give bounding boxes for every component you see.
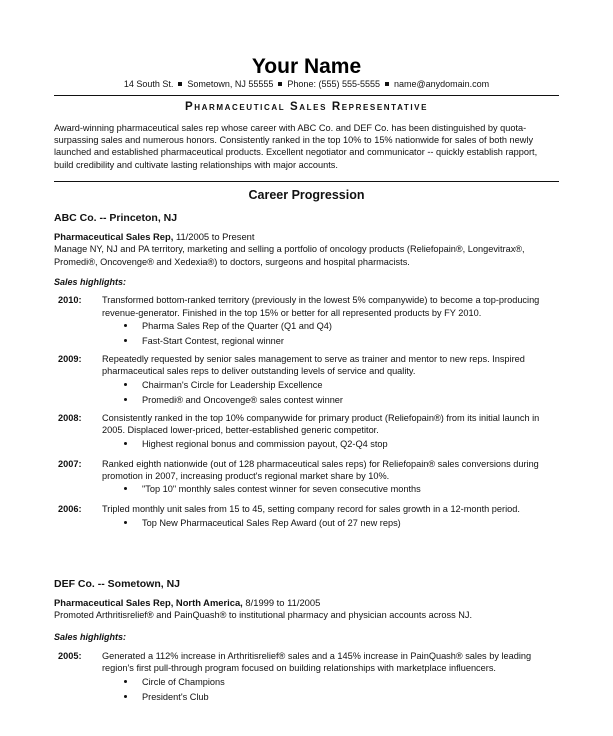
bullet-icon: [124, 442, 127, 445]
awards-list: [54, 319, 564, 349]
company-name: ABC Co. -- Princeton, NJ: [54, 212, 178, 224]
awards-list: [54, 482, 564, 497]
role-title: Pharmaceutical Sales Rep, North America,: [54, 597, 243, 608]
job-entry-abc: [54, 211, 564, 531]
award-item: Pharma Sales Rep of the Quarter (Q1 and Q4): [54, 319, 564, 334]
resume-name: Your Name: [251, 55, 362, 78]
professional-summary: Award-winning pharmaceutical sales rep whose career with ABC Co. and DEF Co. has been distinguished by quota-surpassing sales and numerous honors. Consistently ranked in the top 10% to 15% nationwide for sales of both newly launched and established pharmaceutical products. Excellent negotiator and communicator -- quickly establish rapport, build credibility and cultivate lasting relationships with major accounts.: [54, 123, 538, 170]
contact-street: 14 South St.: [123, 79, 174, 89]
year-label: 2006:: [58, 504, 82, 515]
role-dates: 11/2005 to Present: [175, 231, 255, 242]
award-item: Top New Pharmaceutical Sales Rep Award (out of 27 new reps): [54, 516, 564, 531]
company-name: DEF Co. -- Sometown, NJ: [54, 578, 180, 590]
award-item: "Top 10" monthly sales contest winner for seven consecutive months: [54, 482, 564, 497]
year-text: Repeatedly requested by senior sales management to serve as trainer and mentor to new reps. Inspired pharmaceutical sales reps to deliver outstanding levels of service and quality.: [102, 354, 525, 377]
separator-square-icon: [178, 82, 182, 86]
section-title-career: Career Progression: [248, 188, 365, 202]
year-text: Transformed bottom-ranked territory (previously in the lowest 5% companywide) to become a top-producing revenue-generator. Finished in the top 15% or better for all represented products by FY 2010.: [102, 295, 540, 318]
awards-list: [54, 516, 564, 531]
year-label: 2010:: [58, 295, 82, 306]
header-divider: [54, 95, 559, 96]
role-line: [54, 231, 564, 243]
year-entry: [54, 650, 564, 675]
role-description: Manage NY, NJ and PA territory, marketing and selling a portfolio of oncology products (Reliefopain®, Longevitrax®, Promedi®, Oncovenge® and Xedexia®) to doctors, surgeons and hospital pharmacists.: [54, 244, 525, 267]
job-entry-def: [54, 577, 564, 705]
bullet-icon: [124, 339, 127, 342]
separator-square-icon: [385, 82, 389, 86]
bullet-icon: [124, 521, 127, 524]
year-entry: [54, 353, 564, 378]
year-text: Ranked eighth nationwide (out of 128 pharmaceutical sales reps) for Reliefopain® sales conversions during promotion in 2007, increasing product's regional market share by 10%.: [102, 458, 539, 482]
bullet-icon: [124, 383, 127, 386]
bullet-icon: [124, 487, 127, 490]
bullet-icon: [124, 680, 127, 683]
contact-phone: Phone: (555) 555-5555: [287, 79, 380, 89]
awards-list: [54, 675, 564, 705]
target-job-title: Pharmaceutical Sales Representative: [184, 101, 429, 113]
year-text: Generated a 112% increase in Arthritisrelief® sales and a 145% increase in PainQuash® sales by leading region's first pull-through program focused on building relationships with marketplace influencers.: [102, 650, 532, 674]
sales-highlights-label: Sales highlights:: [54, 631, 127, 642]
contact-email: name@anydomain.com: [394, 79, 490, 89]
award-item: Fast-Start Contest, regional winner: [54, 334, 564, 349]
award-item: Promedi® and Oncovenge® sales contest winner: [54, 393, 564, 408]
year-text: Tripled monthly unit sales from 15 to 45, setting company record for sales growth in a 12-month period.: [102, 504, 520, 515]
role-title: Pharmaceutical Sales Rep,: [54, 231, 174, 242]
bullet-icon: [124, 324, 127, 327]
year-entry: [54, 294, 564, 319]
award-item: Chairman's Circle for Leadership Excellence: [54, 378, 564, 393]
separator-square-icon: [278, 82, 282, 86]
year-entry: [54, 503, 564, 515]
role-dates: 8/1999 to 11/2005: [245, 597, 321, 608]
year-label: 2005:: [58, 650, 82, 661]
year-entry: [54, 458, 564, 483]
bullet-icon: [124, 398, 127, 401]
year-entry: [54, 412, 564, 437]
award-item: Circle of Champions: [54, 675, 564, 690]
role-description: Promoted Arthritisrelief® and PainQuash® to institutional pharmacy and physician accounts across NJ.: [54, 610, 472, 621]
year-label: 2008:: [58, 412, 82, 423]
year-label: 2007:: [58, 458, 82, 469]
awards-list: [54, 378, 564, 408]
year-label: 2009:: [58, 354, 82, 365]
award-item: Highest regional bonus and commission payout, Q2-Q4 stop: [54, 437, 564, 452]
awards-list: [54, 437, 564, 452]
award-item: President's Club: [54, 690, 564, 705]
year-text: Consistently ranked in the top 10% companywide for primary product (Reliefopain®) from its initial launch in 2005. Displaced lower-priced, better-established generic competitor.: [102, 412, 540, 436]
summary-divider: [54, 181, 559, 182]
bullet-icon: [124, 695, 127, 698]
contact-city: Sometown, NJ 55555: [187, 79, 274, 89]
contact-line: [0, 78, 613, 90]
sales-highlights-label: Sales highlights:: [54, 277, 127, 288]
role-line: [54, 597, 564, 609]
